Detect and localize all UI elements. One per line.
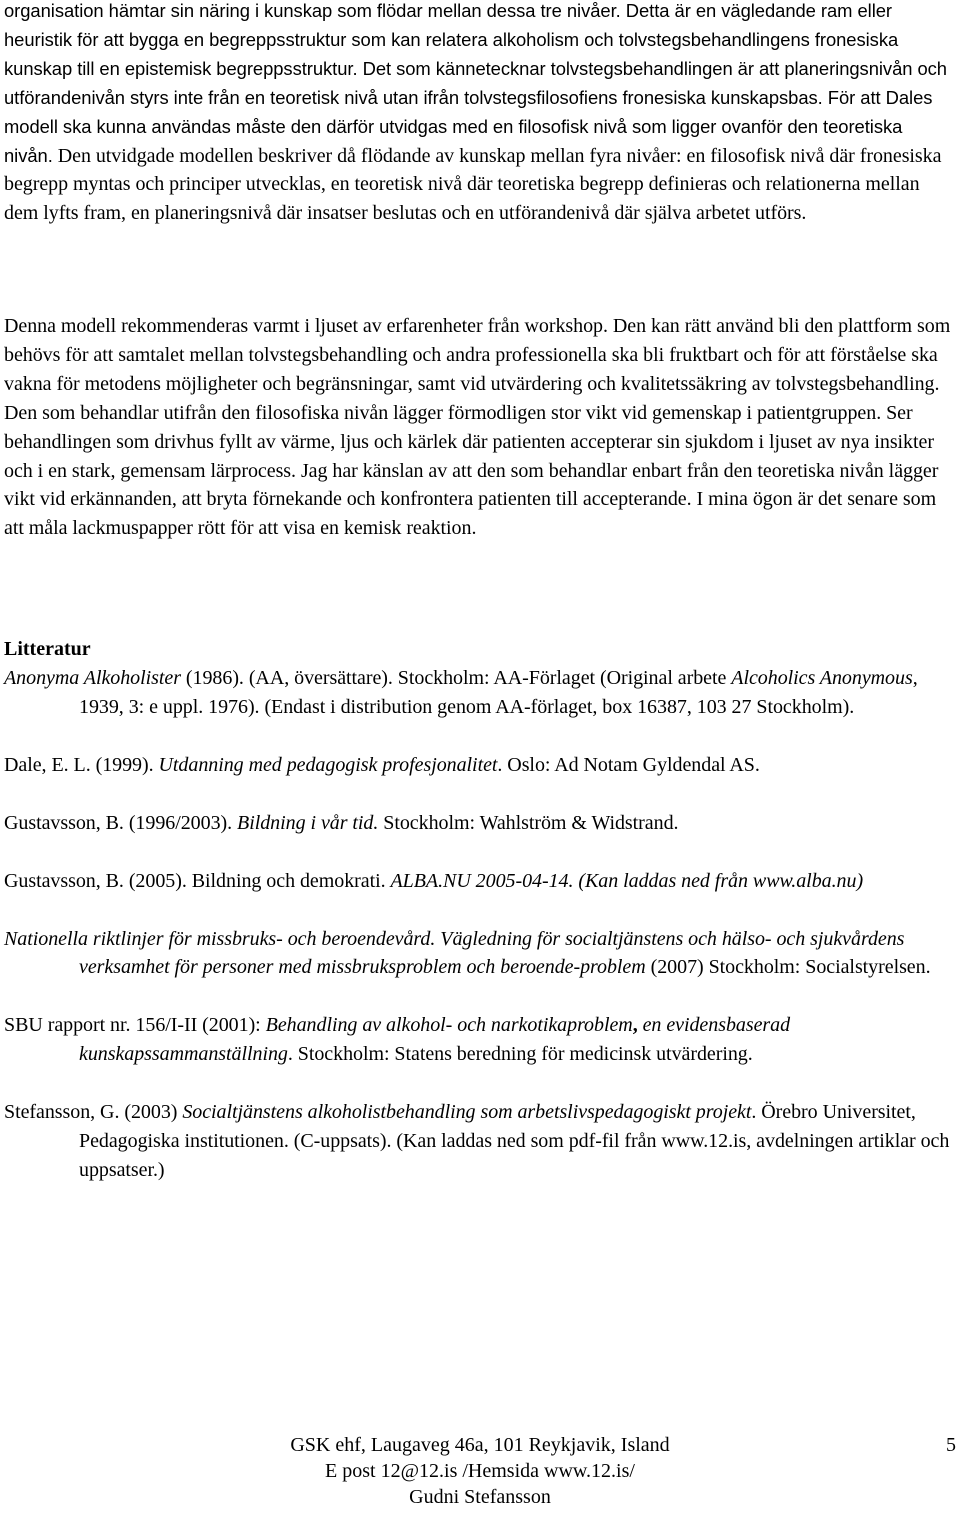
reference-item-aa [4,664,956,722]
ref-title: Bildning i vår tid. [237,811,379,834]
ref-text: (2007) Stockholm: Socialstyrelsen. [645,956,931,979]
ref-text: SBU rapport nr. 156/I-II (2001): [4,1014,266,1037]
ref-text: Gustavsson, B. (1996/2003). [4,811,238,834]
reference-item-gustavsson-1996 [4,809,956,838]
ref-title: Anonyma Alkoholister [4,667,181,689]
ref-text: Dale, E. L. (1999). [4,753,159,776]
ref-title: Nationella riktlinjer för missbruks- och beroendevård. Vägledning för socialtjänstens och hälso- och sjukvårdens verksamhet för personer med missbruksproblem och beroende-problem [4,927,905,979]
ref-text: Stockholm: Wahlström & Widstrand. [378,811,679,834]
ref-text: , [632,1014,643,1037]
ref-title: ALBA.NU 2005-04-14. (Kan laddas ned från www.alba.nu) [390,869,864,892]
footer-author: Gudni Stefansson [409,1486,551,1508]
reference-item-sbu [4,1011,956,1069]
body-paragraph-2: Denna modell rekommenderas varmt i ljuset av erfarenheter från workshop. Den kan rätt använd bli den plattform som behövs för att samtalet mellan tolvstegsbehandling och andra professionella ska bli fruktbart och för att förståelse ska vakna för metodens möjligheter och begränsningar, samt vid utvärdering och kvalitetssäkring av tolvstegsbehandling. Den som behandlar utifrån den filosofiska nivån lägger förmodligen stor vikt vid gemenskap i patientgruppen. Ser behandlingen som drivhus fyllt av värme, ljus och kärlek där patienten accepterar sin sjukdom i ljuset av nya insikter och i en stark, gemensam lärprocess. Jag har känslan av att den som behandlar enbart från den teoretiska nivån lägger vikt vid erkännanden, att bryta förnekande och konfrontera patienten till accepterande. I mina ögon är det senare som att måla lackmuspapper rött för att visa en kemisk reaktion. [4,315,951,540]
ref-text: , 1939, 3: e uppl. 1976). (Endast i distribution genom AA-förlaget, box 16387, 103 27 Stockholm). [79,667,918,718]
reference-item-gustavsson-2005 [4,867,956,896]
ref-title: Socialtjänstens alkoholistbehandling som arbetslivspedagogiskt projekt [182,1101,752,1124]
ref-title: en evidensbaserad kunskapssammanställning [79,1014,791,1066]
ref-title: Alcoholics Anonymous [731,667,913,689]
reference-item-stefansson [4,1098,956,1185]
ref-text: Stefansson, G. (2003) [4,1101,183,1124]
paragraph-1-sans-part: organisation hämtar sin näring i kunskap som flödar mellan dessa tre nivåer. Detta är en vägledande ram eller heuristik för att bygga en begreppsstruktur som kan relatera alkoholism och tolvstegsbehandlingens fronesiska kunskap till en epistemisk begreppsstruktur. Det som kännetecknar tolvstegsbehandlingen är att planeringsnivån och utförandenivån styrs inte från en teoretisk nivå utan ifrån tolvstegsfilosofiens fronesiska kunskapsbas. För att Dales modell ska kunna användas måste den därför utvidgas med en filosofisk nivå som ligger ovanför den teoretiska nivån. [4,0,947,166]
ref-text: . Örebro Universitet, Pedagogiska institutionen. (C-uppsats). (Kan laddas ned som pdf-fil från www.12.is, avdelningen artiklar och uppsatser.) [79,1101,950,1181]
ref-text: . Oslo: Ad Notam Gyldendal AS. [497,753,760,776]
body-paragraph-1 [4,0,956,228]
page-number: 5 [946,1434,956,1456]
ref-text: Gustavsson, B. (2005). Bildning och demokrati. [4,869,391,892]
reference-list [4,664,956,1185]
reference-item-nationella-riktlinjer [4,925,956,983]
ref-text: . Stockholm: Statens beredning för medicinsk utvärdering. [287,1043,753,1066]
footer-contact: E post 12@12.is /Hemsida www.12.is/ [325,1460,635,1482]
ref-text: (1986). (AA, översättare). Stockholm: AA-Förlaget (Original arbete [180,667,732,689]
ref-title: Utdanning med pedagogisk profesjonalitet [158,753,498,776]
paragraph-1-serif-part: Den utvidgade modellen beskriver då flödande av kunskap mellan fyra nivåer: en filosofisk nivå där fronesiska begrepp myntas och principer utvecklas, en teoretisk nivå där teoretiska begrepp definieras och relationerna mellan dem lyfts fram, en planeringsnivå där insatser beslutas och en utförandenivå där själva arbetet utförs. [4,144,942,225]
ref-title: Behandling av alkohol- och narkotikaproblem [265,1014,633,1037]
reference-item-dale [4,751,956,780]
footer-address: GSK ehf, Laugaveg 46a, 101 Reykjavik, Island [290,1434,670,1456]
literature-heading: Litteratur [4,638,91,660]
